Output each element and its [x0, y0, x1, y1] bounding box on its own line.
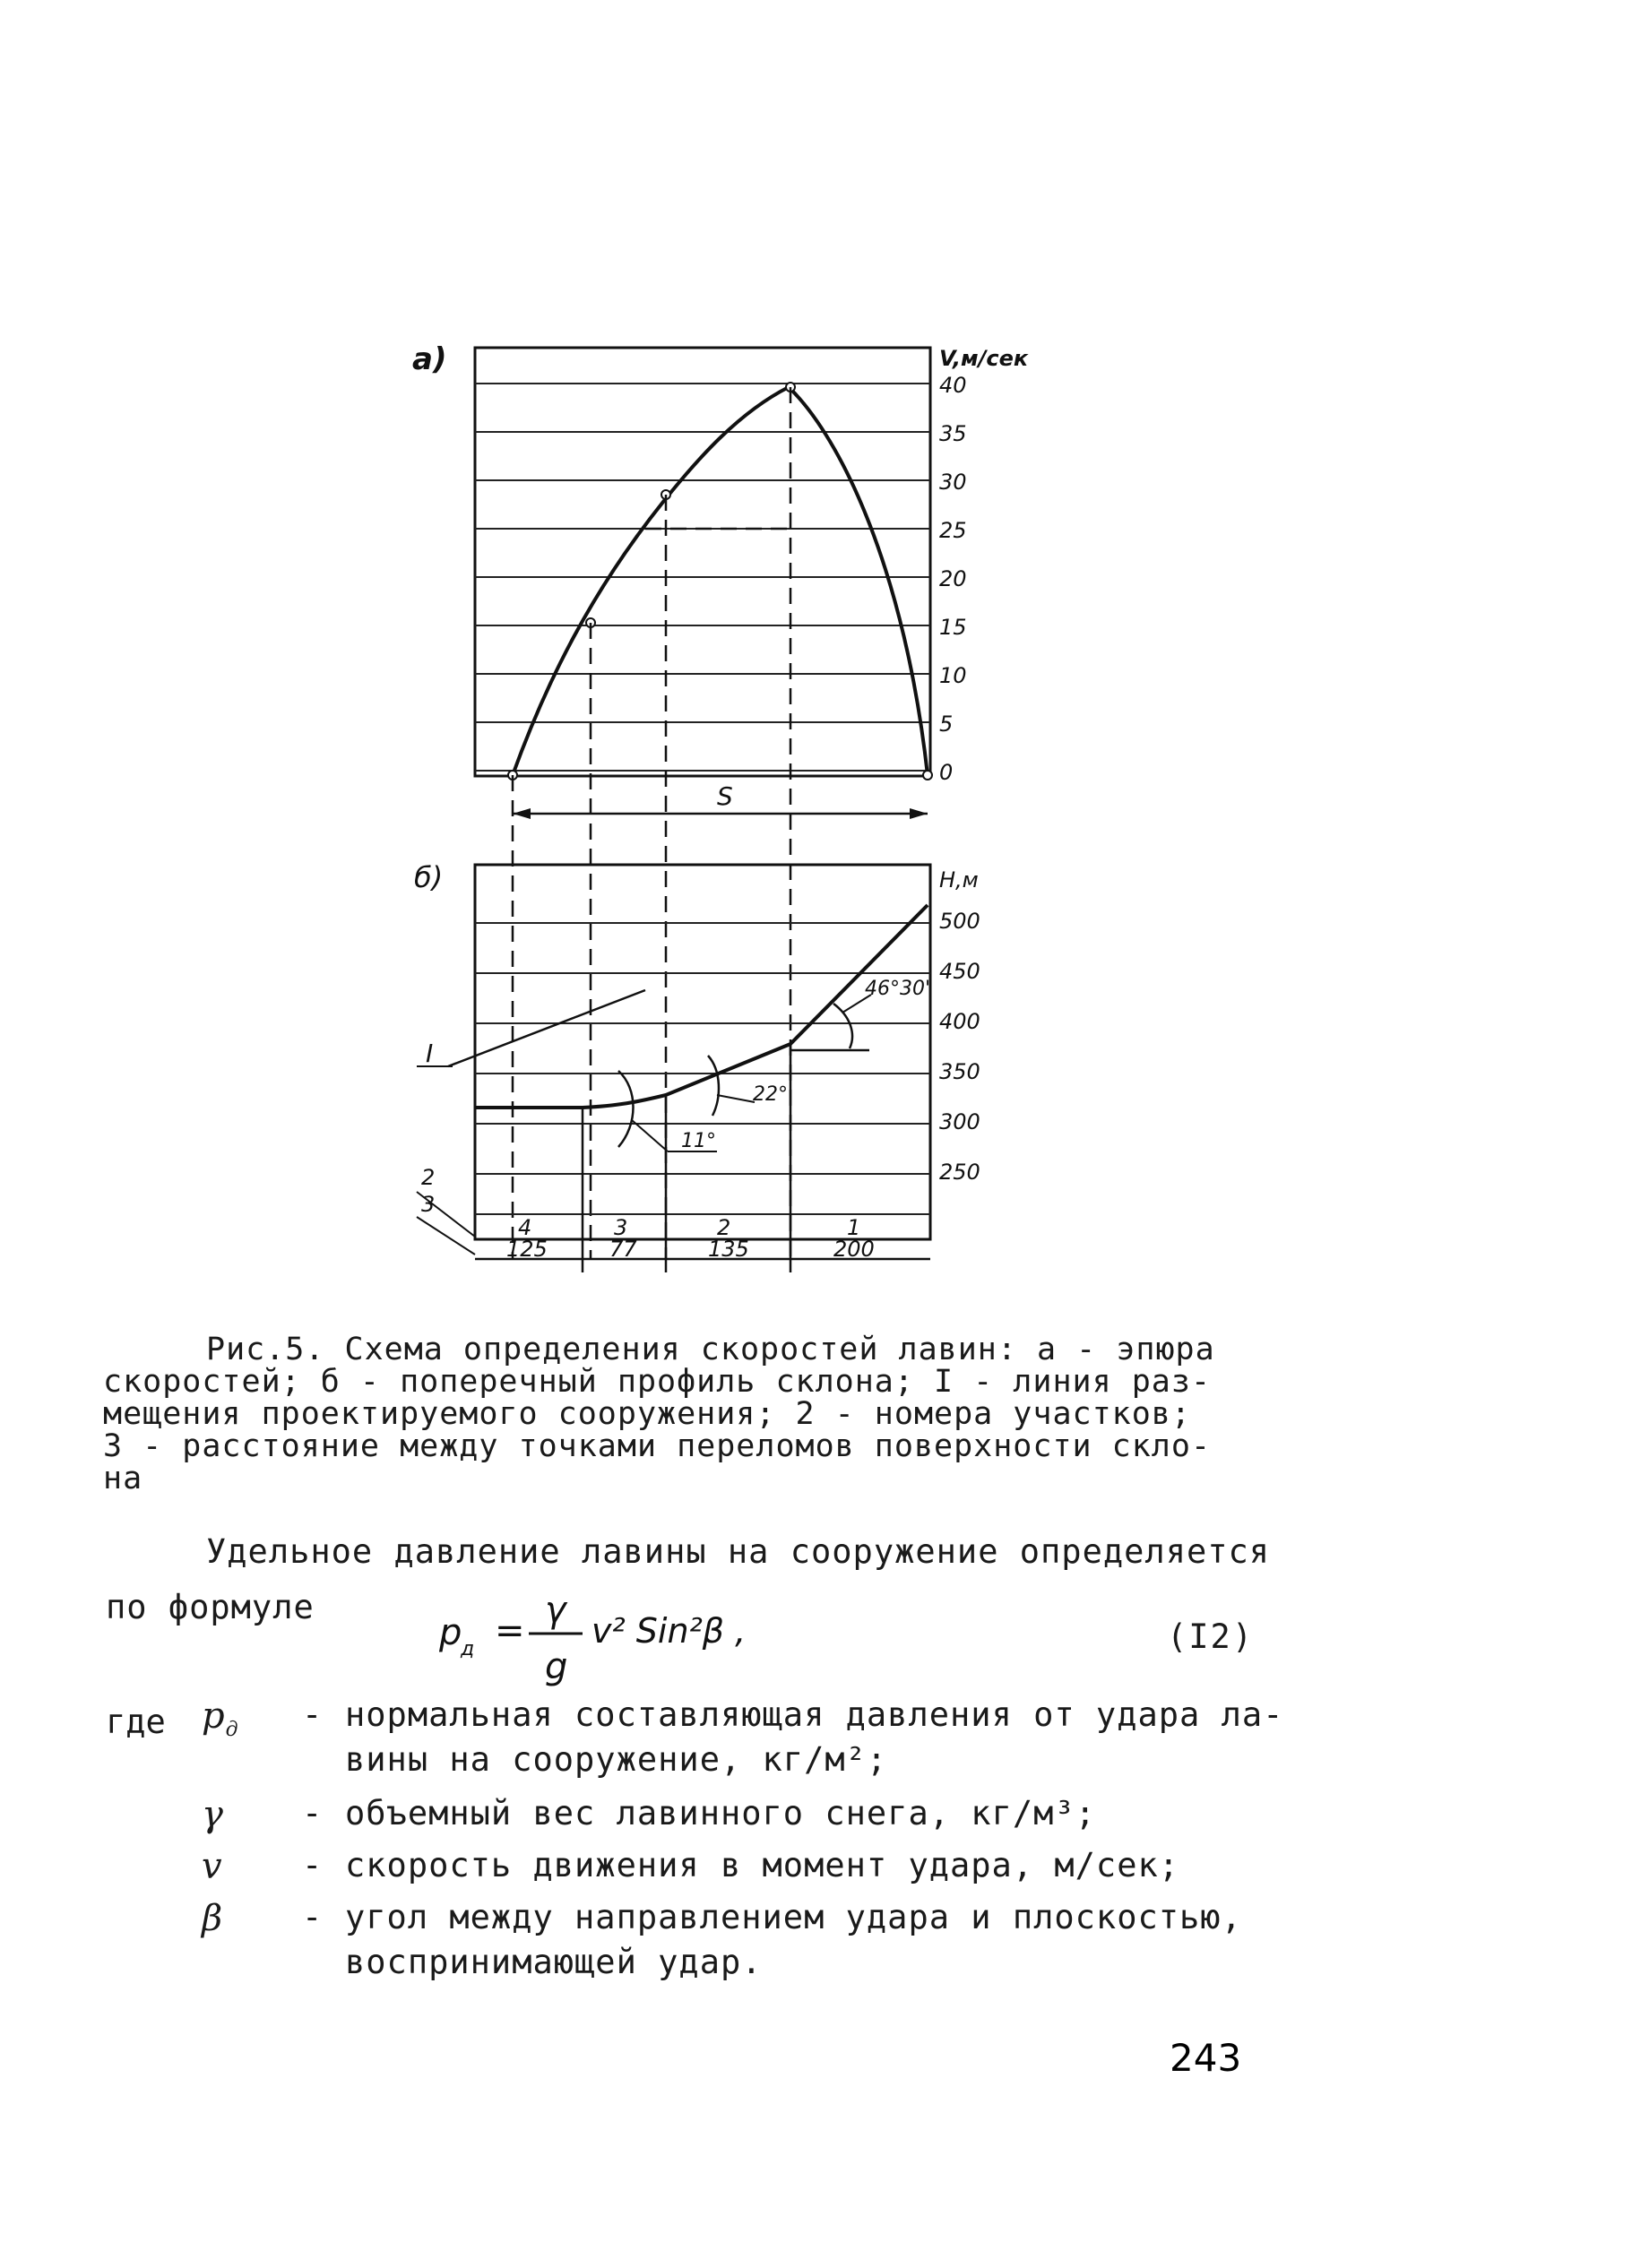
section-length-135: 135 — [708, 1237, 749, 1262]
figure-caption — [103, 1333, 1259, 1495]
definition-dash: - — [302, 1846, 324, 1884]
h-tick-350: 350 — [939, 1059, 980, 1084]
row-label-2: 2 — [421, 1165, 436, 1190]
formula-denominator: g — [545, 1646, 568, 1687]
formula-lhs-sub: д — [461, 1638, 475, 1660]
line-label-I: I — [426, 1039, 434, 1068]
v-tick-25: 25 — [939, 518, 967, 543]
caption-line-2: скоростей; б - поперечный профиль склона; I - линия раз- — [103, 1364, 1212, 1400]
page-number: 243 — [1170, 2036, 1242, 2080]
equation-number: (I2) — [1167, 1617, 1255, 1656]
symbol-v: v — [202, 1846, 223, 1887]
v-tick-35: 35 — [939, 421, 967, 446]
definition-beta — [202, 1898, 1277, 1996]
panel-a-label: а) — [412, 341, 447, 377]
velocity-panel-frame — [475, 348, 930, 776]
section-length-200: 200 — [833, 1237, 875, 1262]
h-tick-250: 250 — [939, 1160, 980, 1185]
profile-gridlines — [475, 923, 930, 1214]
line-I-leader — [448, 990, 645, 1066]
curve-point-end — [923, 771, 932, 780]
h-tick-300: 300 — [939, 1109, 980, 1134]
v-tick-20: 20 — [939, 566, 967, 591]
velocity-curve-points — [508, 383, 932, 780]
s-arrow-left — [513, 808, 531, 819]
section-number-4: 4 — [518, 1215, 532, 1240]
height-axis-title: Н,м — [939, 867, 979, 893]
where-label: где — [106, 1703, 166, 1741]
definition-dash: - — [302, 1794, 324, 1833]
definition-text: объемный вес лавинного снега, кг/м³; — [345, 1794, 1096, 1833]
h-tick-500: 500 — [939, 909, 980, 934]
h-tick-450: 450 — [939, 959, 980, 984]
caption-line-5: на — [103, 1461, 143, 1496]
v-tick-5: 5 — [939, 711, 954, 737]
angle-label-46: 46°30' — [865, 978, 931, 1000]
definition-text: скорость движения в момент удара, м/сек; — [345, 1846, 1180, 1884]
paragraph-line-2: по формуле — [106, 1588, 315, 1626]
definition-gamma — [202, 1794, 1277, 1846]
row-3-leader — [417, 1217, 475, 1255]
pressure-formula — [439, 1591, 851, 1689]
profile-panel-frame — [475, 865, 930, 1239]
section-length-77: 77 — [609, 1237, 637, 1262]
definition-dash: - — [302, 1695, 324, 1734]
definition-velocity — [202, 1846, 1277, 1898]
height-tick-labels — [939, 909, 980, 1185]
angle-leader-11 — [632, 1120, 668, 1151]
section-number-3: 3 — [614, 1215, 628, 1240]
v-tick-40: 40 — [939, 373, 967, 398]
definition-continuation: воспринимающей удар. — [345, 1943, 763, 1981]
section-numbers — [518, 1215, 860, 1240]
section-number-1: 1 — [847, 1215, 861, 1240]
v-tick-10: 10 — [939, 663, 967, 688]
formula-lhs: р — [439, 1612, 462, 1653]
section-number-2: 2 — [717, 1215, 731, 1240]
symbol-gamma: γ — [202, 1794, 224, 1835]
caption-line-4: 3 - расстояние между точками переломов поверхности скло- — [103, 1428, 1212, 1464]
definition-pressure — [202, 1695, 1284, 1794]
symbol-beta: β — [202, 1898, 224, 1939]
paragraph-line-1: Удельное давление лавины на сооружение определяется — [206, 1532, 1271, 1571]
angle-leader-22 — [717, 1095, 755, 1102]
velocity-axis-title: V,м/сек — [939, 346, 1029, 371]
distance-label: S — [717, 781, 733, 811]
v-tick-30: 30 — [939, 470, 967, 495]
angle-arc-11 — [618, 1071, 634, 1147]
angle-label-11: 11° — [681, 1130, 716, 1152]
h-tick-400: 400 — [939, 1009, 980, 1034]
caption-line-3: мещения проектируемого сооружения; 2 - номера участков; — [103, 1396, 1191, 1432]
v-tick-15: 15 — [939, 615, 967, 640]
symbol-definitions — [202, 1695, 1284, 1996]
formula-equals: = — [495, 1610, 525, 1651]
panel-b-label: б) — [414, 860, 444, 894]
velocity-tick-labels — [939, 373, 967, 785]
angle-arc-22 — [708, 1056, 719, 1116]
definition-dash: - — [302, 1898, 324, 1936]
definition-text: нормальная составляющая давления от удара ла- — [345, 1695, 1284, 1734]
velocity-gridlines — [475, 384, 930, 771]
definition-text: угол между направлением удара и плоскостью, — [345, 1898, 1242, 1936]
formula-rhs: v² Sin²β , — [591, 1611, 747, 1651]
formula-numerator: γ — [545, 1591, 566, 1631]
section-length-125: 125 — [506, 1237, 548, 1262]
angle-label-22: 22° — [753, 1083, 788, 1106]
angle-arc-46 — [833, 1004, 852, 1048]
definition-continuation: вины на сооружение, кг/м²; — [345, 1740, 888, 1779]
row-label-3: 3 — [421, 1192, 436, 1217]
s-arrow-right — [910, 808, 928, 819]
symbol-p: $р_д$ — [202, 1695, 239, 1741]
caption-line-1: Рис.5. Схема определения скоростей лавин: а - эпюра — [206, 1332, 1215, 1367]
slope-profile-line — [475, 905, 931, 1108]
v-tick-0: 0 — [939, 760, 954, 785]
velocity-curve — [513, 387, 928, 775]
